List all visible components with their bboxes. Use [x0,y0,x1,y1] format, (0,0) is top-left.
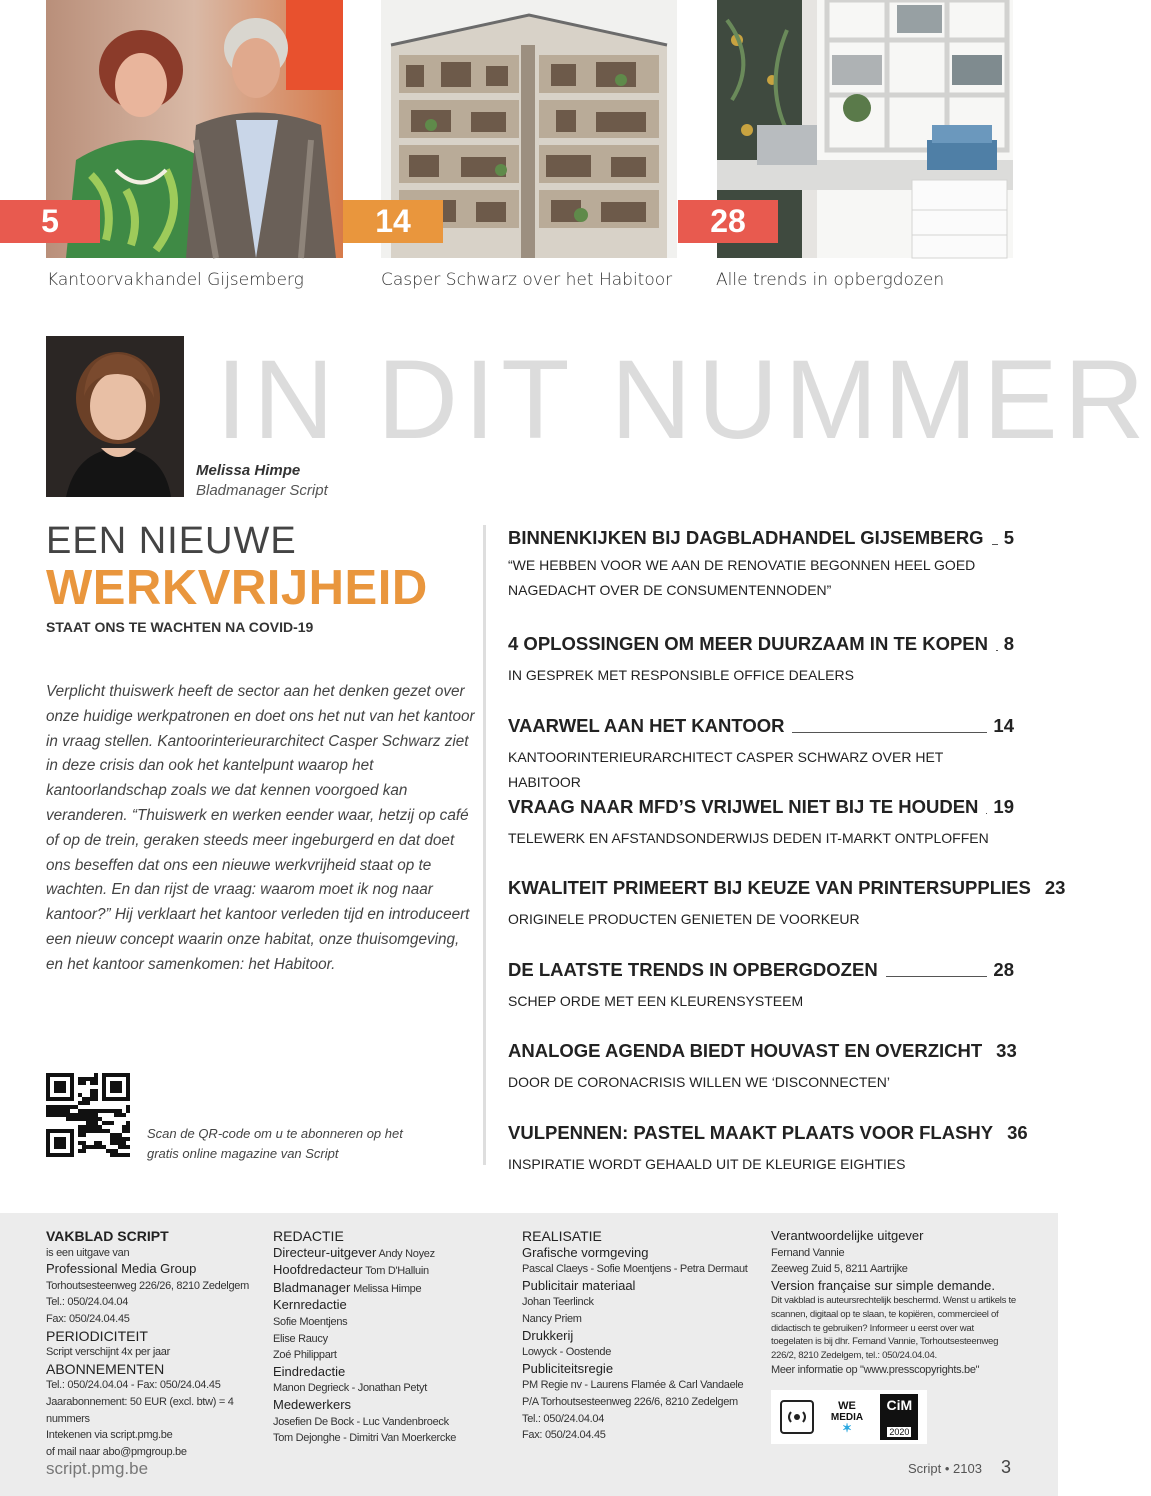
colophon-role: Publiciteitsregie [522,1360,614,1376]
colophon-text: Lowyck - Oostende [522,1346,612,1359]
column-divider [483,525,486,1165]
colophon-heading: PERIODICITEIT [46,1327,148,1344]
colophon-role: Grafische vormgeving [522,1244,649,1260]
colophon-text: Jaarabonnement: 50 EUR (excl. btw) = 4 nummers [46,1395,234,1425]
colophon-person: Nancy Priem [522,1312,582,1325]
toc-item-subtitle: TELEWERK EN AFSTANDSONDERWIJS DEDEN IT-MARKT ONTPLOFFEN [508,830,989,846]
toc-leader-line [992,544,998,545]
colophon-person: Zoé Philippart [273,1349,337,1362]
toc-item-subtitle: ORIGINELE PRODUCTEN GENIETEN DE VOORKEUR [508,911,860,927]
colophon-heading: VAKBLAD SCRIPT [46,1228,169,1244]
broadcast-logo-icon [780,1400,814,1434]
colophon-role: Publicitair materiaal [522,1277,636,1293]
toc-page-number: 19 [993,796,1014,817]
toc-page-number: 28 [993,959,1014,980]
page-title: IN DIT NUMMER [216,337,1151,462]
editorial-heading-line1: EEN NIEUWE [46,520,297,562]
editorial-body: Verplicht thuiswerk heeft de sector aan het denken gezet over onze huidige werkpatronen en doet ons het nut van het kantoor in vraag stellen. Kantoorinterieurarchitect Casper Schwarz ziet in deze crisis dan ook het kantelpunt waarop het kantoorlandschap zoals we dat kennen voorgoed kan veranderen. “Thuiswerk en werken eender waar, hetzij op café of op de trein, geraken steeds meer ingeburgerd en dat doet ons beseffen dat ons een nieuwe werkvrijheid staat op te wachten. En dan rijst de vraag: waarom moet ik nog naar kantoor?” Hij verklaart het kantoor verleden tijd en introduceert een nieuw concept waarin onze habitat, onze thuisomgeving, en het kantoor samenkomen: het Habitoor. [46,683,475,973]
colophon-heading: Verantwoordelijke uitgever [771,1228,924,1243]
colophon-heading: ABONNEMENTEN [46,1360,165,1377]
feature-badge-5 [0,200,100,243]
colophon-person: Sofie Moentjens [273,1315,348,1328]
colophon-person: Andy Noyez [378,1247,435,1260]
colophon-col-realisatie [522,1228,762,1444]
feature-caption-gijsemberg: Kantoorvakhandel Gijsemberg [47,270,304,290]
feature-page-number: 5 [41,203,59,239]
issue-label: Script • 2103 [908,1461,982,1476]
colophon-heading: REALISATIE [522,1228,602,1244]
colophon-person: Melissa Himpe [353,1282,422,1295]
toc-item-title: ANALOGE AGENDA BIEDT HOUVAST EN OVERZICHT [508,1040,983,1061]
colophon-copyright: Dit vakblad is auteursrechtelijk beschermd. Wenst u artikels te scannen, digitaal op te slaan, te kopiëren, commercieel of didactisch te gebruiken? Informeer u eerst over wat toegelaten is bij dhr. Fernand Vannie, Torhoutsesteenweg 226/2, 8210 Zedelgem, tel.: 050/24.04.04. [771,1295,1016,1361]
toc-item-title: 4 OPLOSSINGEN OM MEER DUURZAAM IN TE KOPEN [508,633,989,654]
colophon-role: Hoofdredacteur [273,1262,363,1278]
editorial-subheading: STAAT ONS TE WACHTEN NA COVID-19 [46,619,314,635]
toc-item-subtitle: KANTOORINTERIEURARCHITECT CASPER SCHWARZ OVER HET HABITOOR [508,749,944,790]
feature-page-number: 28 [710,203,746,239]
page-number: 3 [1001,1457,1012,1477]
feature-badge-14 [343,200,443,243]
qr-caption: Scan de QR-code om u te abonneren op het gratis online magazine van Script [147,1126,403,1161]
toc-item-subtitle: IN GESPREK MET RESPONSIBLE OFFICE DEALERS [508,667,854,683]
colophon-person: Johan Teerlinck [522,1296,594,1309]
colophon-heading: REDACTIE [273,1228,344,1244]
colophon-role: Medewerkers [273,1396,352,1412]
colophon-text: Fax: 050/24.04.45 [522,1429,606,1442]
toc-item-subtitle: INSPIRATIE WORDT GEHAALD UIT DE KLEURIGE EIGHTIES [508,1156,906,1172]
toc-item-subtitle: DOOR DE CORONACRISIS WILLEN WE ‘DISCONNECTEN’ [508,1074,890,1090]
partner-logos [771,1390,927,1444]
we-media-mark-icon: ✶ [841,1420,853,1435]
toc-item[interactable] [508,796,1014,851]
toc-item[interactable] [508,715,1014,795]
colophon-text: Torhoutsesteenweg 226/26, 8210 Zedelgem [46,1279,249,1292]
toc-item[interactable] [508,1040,1017,1095]
toc-item-title: VULPENNEN: PASTEL MAAKT PLAATS VOOR FLASHY [508,1122,994,1143]
we-media-logo: WE MEDIA ✶ [830,1399,864,1435]
feature-badge-28 [678,200,778,243]
colophon-person: Elise Raucy [273,1332,328,1345]
colophon-text: Fernand Vannie [771,1246,845,1259]
colophon-text: Tel.: 050/24.04.04 [46,1296,129,1309]
colophon-role: Drukkerij [522,1327,574,1343]
toc-page-number: 33 [996,1040,1017,1061]
colophon-col-uitgever [771,1228,1016,1379]
colophon-role: Kernredactie [273,1297,347,1313]
colophon-col-redactie [273,1228,503,1447]
author-photo [46,336,184,497]
colophon-col-publisher [46,1228,266,1460]
colophon-person: Pascal Claeys - Sofie Moentjens - Petra Dermaut [522,1263,748,1276]
toc-item-title: KWALITEIT PRIMEERT BIJ KEUZE VAN PRINTERSUPPLIES [508,877,1031,898]
colophon-person: Manon Degrieck - Jonathan Petyt [273,1382,427,1395]
toc-page-number: 23 [1044,877,1066,898]
toc-leader-line [886,976,988,977]
colophon-role: Bladmanager [273,1279,351,1295]
toc-item[interactable] [508,959,1014,1014]
author-name: Melissa Himpe [196,462,301,479]
colophon-text: Version française sur simple demande. [771,1277,996,1293]
toc-item[interactable] [508,1122,1028,1177]
colophon-person: Josefien De Bock - Luc Vandenbroeck [273,1415,449,1428]
author-role: Bladmanager Script [196,482,328,499]
toc-item-subtitle: “WE HEBBEN VOOR WE AAN DE RENOVATIE BEGONNEN HEEL GOED NAGEDACHT OVER DE CONSUMENTENNODEN” [508,557,976,598]
toc-page-number: 5 [1003,527,1014,548]
toc-item-title: BINNENKIJKEN BIJ DAGBLADHANDEL GIJSEMBERG [508,527,984,548]
colophon-text: Meer informatie op "www.presscopyrights.be" [771,1364,980,1377]
toc-item[interactable] [508,877,1066,932]
toc-page-number: 36 [1007,1122,1028,1143]
toc-leader-line [996,650,998,651]
colophon-text: PM Regie nv - Laurens Flamée & Carl Vandaele [522,1379,744,1392]
colophon-text: Intekenen via script.pmg.be [46,1429,173,1442]
toc-item-title: VRAAG NAAR MFD’S VRIJWEL NIET BIJ TE HOUDEN [508,796,979,817]
colophon-text: of mail naar abo@pmgroup.be [46,1445,187,1458]
toc-item-title: DE LAATSTE TRENDS IN OPBERGDOZEN [508,959,878,980]
colophon-text: P/A Torhoutsesteenweg 226/6, 8210 Zedelgem [522,1395,738,1408]
colophon-text: Zeeweg Zuid 5, 8211 Aartrijke [771,1263,908,1276]
editorial-heading-line2: WERKVRIJHEID [46,561,428,615]
feature-caption-opbergdozen: Alle trends in opbergdozen [716,270,945,290]
colophon-person: Tom Dejonghe - Dimitri Van Moerkercke [273,1432,457,1445]
feature-caption-habitoor: Casper Schwarz over het Habitoor [381,270,673,290]
toc-item[interactable] [508,633,1014,688]
colophon-text: Tel.: 050/24.04.04 [522,1412,605,1425]
colophon-role: Eindredactie [273,1363,346,1379]
colophon-text: is een uitgave van [46,1246,130,1259]
toc-item-title: VAARWEL AAN HET KANTOOR [508,715,785,736]
toc-item[interactable] [508,527,1014,603]
colophon-text: Tel.: 050/24.04.04 - Fax: 050/24.04.45 [46,1379,221,1392]
website-link[interactable]: script.pmg.be [46,1459,149,1478]
toc-page-number: 8 [1003,633,1014,654]
colophon-text: Professional Media Group [46,1261,197,1277]
colophon-person: Tom D'Halluin [365,1265,429,1278]
qr-code[interactable] [46,1073,130,1157]
colophon-role: Directeur-uitgever [273,1244,377,1260]
toc-item-subtitle: SCHEP ORDE MET EEN KLEURENSYSTEEM [508,993,804,1009]
feature-page-number: 14 [375,203,411,239]
toc-leader-line [986,813,987,814]
toc-page-number: 14 [993,715,1014,736]
colophon-text: Fax: 050/24.04.45 [46,1312,130,1325]
cim-logo: CiM 2020 [880,1394,918,1440]
colophon-text: Script verschijnt 4x per jaar [46,1346,170,1359]
toc-leader-line [792,732,987,733]
